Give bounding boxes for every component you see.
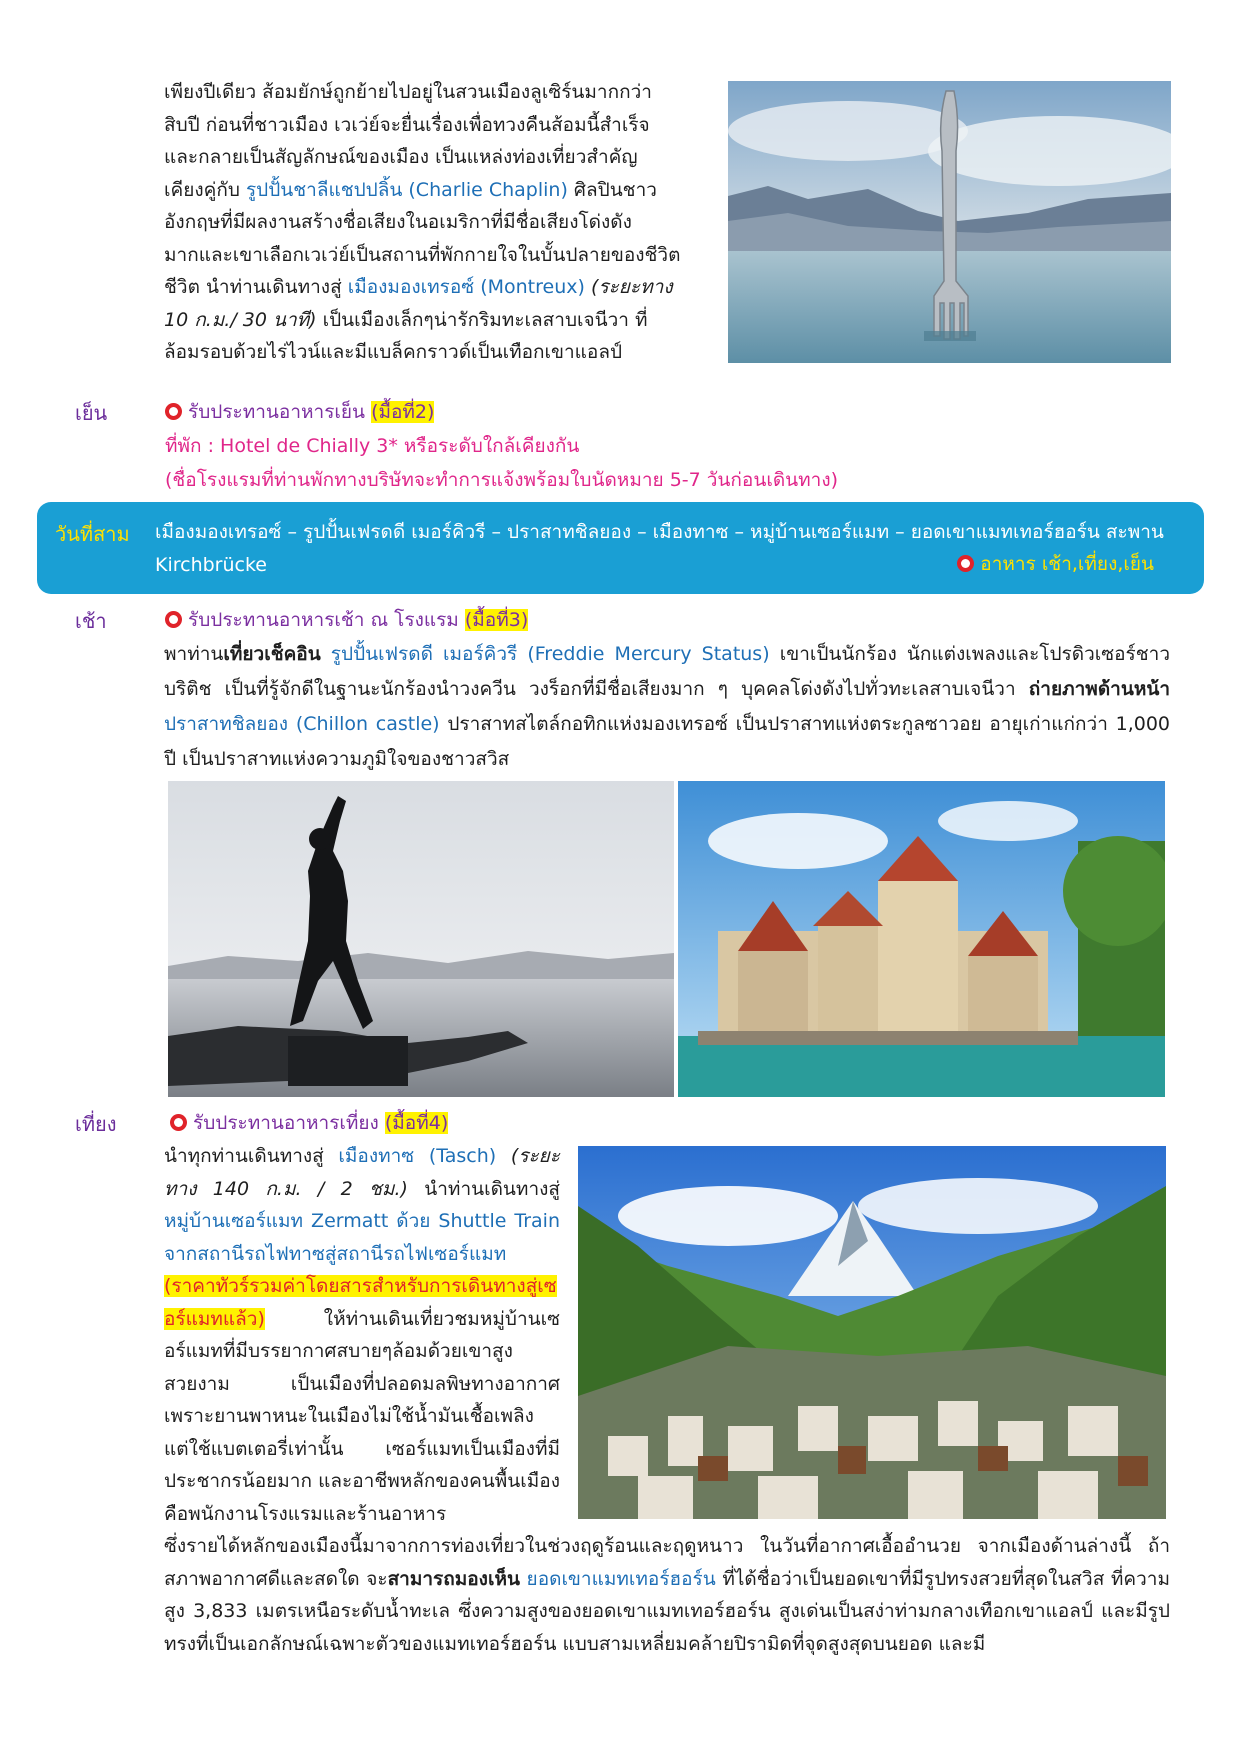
text-line: เพียงปีเดียว ส้อมยักษ์ถูกย้ายไปอยู่ในสวนเมืองลูเซิร์นมากกว่า [164, 81, 652, 103]
lunch-line [170, 1108, 448, 1138]
text-line: ล้อมรอบด้วยไร่ไวน์และมีแบล็คกราวด์เป็นเทือกเขาแอลป์ [164, 341, 623, 363]
fork-statue-photo [728, 81, 1171, 363]
dish-icon [957, 555, 974, 572]
distance-note: (ระยะทาง 140 ก.ม. / 2 ชม.) [164, 1145, 560, 1200]
day-route: เมืองมองเทรอซ์ – รูปปั้นเฟรดดี เมอร์คิวรี – ปราสาทชิลยอง – เมืองทาซ – หมู่บ้านเซอร์แมท – ยอดเขาแมทเทอร์ฮอร์น สะพาน Kirchbrücke [155, 521, 1164, 576]
time-label-noon: เที่ยง [75, 1112, 117, 1136]
text: ที่ได้ชื่อว่าเป็นยอดเขาที่มีรูปทรงสวยที่สุดในสวิส ที่ความสูง 3,833 เมตรเหนือระดับน้ำทะเล ซึ่งความสูงของยอดเขาแมทเทอร์ฮอร์น สูงเด่นเป็นสง่าท่ามกลางเทือกเขาแอลป์ และมีรูปทรงที่เป็นเอกลักษณ์เฉพาะตัวของแมทเทอร์ฮอร์น แบบสามเหลี่ยมคล้ายปิรามิดที่จุดสูงสุดบนยอด และมี [164, 1567, 1170, 1655]
montreux-link[interactable]: เมืองมองเทรอซ์ (Montreux) [347, 276, 585, 298]
meal-text: รับประทานอาหารเย็น [188, 401, 372, 423]
vevey-paragraph [164, 76, 709, 369]
dish-icon [165, 403, 182, 420]
text: เป็นเมืองเล็กๆน่ารักริมทะเลสาบเจนีวา ที่ [316, 308, 648, 331]
text: นำท่านเดินทางสู่ [407, 1177, 560, 1200]
distance-note: 10 ก.ม./ 30 นาที) [164, 308, 317, 331]
charlie-chaplin-link[interactable]: รูปปั้นชาลีแชปปลิ้น (Charlie Chaplin) [245, 178, 568, 201]
freddie-statue-image [168, 781, 674, 1097]
breakfast-line [165, 605, 528, 635]
chillon-castle-image [678, 781, 1165, 1097]
text-line [164, 304, 709, 337]
hotel-line: ที่พัก : Hotel de Chially 3* หรือระดับใกล้เคียงกัน [165, 435, 580, 457]
day-label: วันที่สาม [55, 522, 130, 546]
distance-note: (ระยะทาง [584, 276, 673, 298]
tasch-link[interactable]: เมืองทาซ (Tasch) [338, 1145, 497, 1167]
text: ซึ่งรายได้หลักของเมืองนี้มาจากการท่องเที่ยวในช่วงฤดูร้อนและฤดูหนาว ในวันที่อากาศเอื้ออำนวย จากเมืองด้านล่างนี้ ถ้าสภาพอากาศดีและสดใด จะ [164, 1535, 1170, 1590]
hotel-note: (ชื่อโรงแรมที่ท่านพักทางบริษัทจะทำการแจ้งพร้อมใบนัดหมาย 5-7 วันก่อนเดินทาง) [165, 469, 839, 491]
freddie-chillon-paragraph [164, 637, 1170, 777]
day-banner [37, 502, 1204, 594]
dish-icon [165, 611, 182, 628]
dish-icon [170, 1114, 187, 1131]
matterhorn-paragraph [164, 1530, 1170, 1660]
matterhorn-link[interactable]: ยอดเขาแมทเทอร์ฮอร์น [519, 1567, 716, 1590]
time-label-morning: เช้า [75, 609, 107, 633]
text: ชีวิต นำท่านเดินทางสู่ [164, 276, 348, 298]
freddie-mercury-link[interactable]: รูปปั้นเฟรดดี เมอร์คิวรี (Freddie Mercury Status) [330, 643, 770, 665]
zermatt-paragraph [164, 1140, 560, 1530]
zermatt-image [578, 1146, 1166, 1519]
dinner-line [165, 397, 434, 427]
fork-statue-image [728, 81, 1171, 363]
day-meals-text: อาหาร เช้า,เที่ยง,เย็น [980, 553, 1154, 575]
text: เคียงคู่กับ [164, 178, 246, 201]
text: พาท่าน [164, 643, 224, 665]
text: เขาเป็นนักร้อง นักแต่งเพลงและโปรดิวเซอร์ชาวบริติช เป็นที่รู้จักดีในฐานะนักร้องนำวงควีน วงร็อกที่มีชื่อเสียงมาก ๆ บุคคลโด่งดังไปทั่วทะเลสาบเจนีวา [164, 643, 1170, 700]
bold-text: สามารถมองเห็น [387, 1567, 520, 1590]
day-meals [957, 549, 1154, 579]
bold-text: ถ่ายภาพด้านหน้า [1028, 678, 1170, 700]
meal-number: (มื้อที่2) [371, 401, 435, 423]
chillon-castle-photo [678, 781, 1165, 1097]
text-line: อังกฤษที่มีผลงานสร้างชื่อเสียงในอเมริกาที่มีชื่อเสียงโด่งดัง [164, 211, 632, 233]
time-label-evening: เย็น [75, 401, 108, 425]
meal-number: (มื้อที่4) [384, 1112, 449, 1134]
meal-text: รับประทานอาหารเช้า ณ โรงแรม [188, 609, 465, 631]
text-line: สิบปี ก่อนที่ชาวเมือง เวเว่ย์จะยื่นเรื่องเพื่อทวงคืนส้อมนี้สำเร็จ [164, 113, 650, 136]
zermatt-link[interactable]: หมู่บ้านเซอร์แมท Zermatt ด้วย Shuttle Train จากสถานีรถไฟทาซสู่สถานีรถไฟเซอร์แมท [164, 1210, 560, 1265]
text: ให้ท่านเดินเที่ยวชมหมู่บ้านเซอร์แมทที่มีบรรยากาศสบายๆล้อมด้วยเขาสูงสวยงาม เป็นเมืองที่ปลอดมลพิษทางอากาศ เพราะยานพาหนะในเมืองไม่ใช้น้ำมันเชื้อเพลิง แต่ใช้แบตเตอรี่เท่านั้น เซอร์แมทเป็นเมืองที่มีประชากรน้อยมาก และอาชีพหลักของคนพื้นเมือง คือพนักงานโรงแรมและร้านอาหาร [164, 1307, 560, 1525]
freddie-mercury-statue-photo [168, 781, 674, 1097]
chillon-castle-link[interactable]: ปราสาทชิลยอง (Chillon castle) [164, 713, 440, 735]
text-line [164, 174, 709, 207]
zermatt-village-photo [578, 1146, 1166, 1519]
text: ศิลปินชาว [567, 178, 657, 201]
text: ปราสาทสไตล์กอทิกแห่งมองเทรอซ์ เป็นปราสาทแห่งตระกูลซาวอย อายุเก่าแก่กว่า 1,000 ปี เป็นปราสาทแห่งความภูมิใจของชาวสวิส [164, 713, 1170, 770]
meal-text: รับประทานอาหารเที่ยง [193, 1112, 385, 1134]
text-line: มากและเขาเลือกเวเว่ย์เป็นสถานที่พักกายใจในบั้นปลายของชีวิต [164, 243, 681, 266]
text-line [164, 271, 709, 304]
meal-number: (มื้อที่3) [464, 609, 529, 631]
text-line: และกลายเป็นสัญลักษณ์ของเมือง เป็นแหล่งท่องเที่ยวสำคัญ [164, 146, 638, 168]
price-note: (ราคาทัวร์รวมค่าโดยสารสำหรับการเดินทางสู่เซอร์แมทแล้ว) [164, 1275, 557, 1330]
bold-text: เที่ยวเช็คอิน [223, 643, 321, 665]
text: นำทุกท่านเดินทางสู่ [164, 1145, 339, 1167]
